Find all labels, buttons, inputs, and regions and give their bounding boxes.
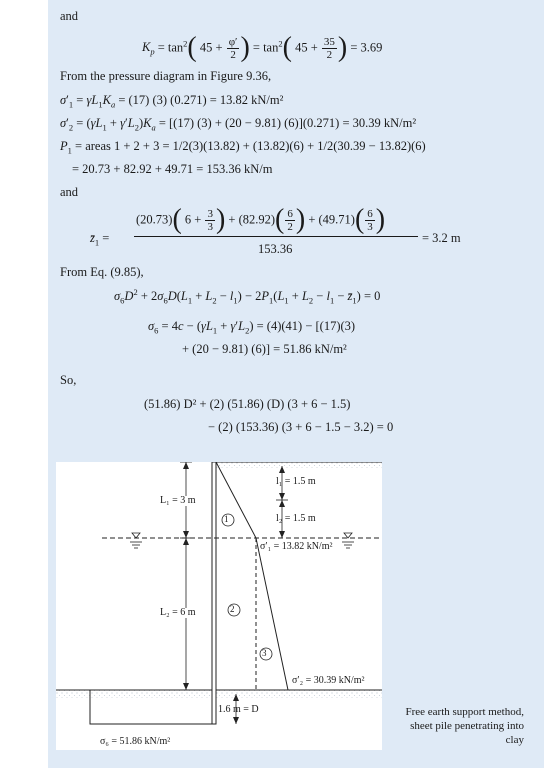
kp-result: = 3.69	[350, 40, 383, 55]
so-line1: (51.86) D² + (2) (51.86) (D) (3 + 6 − 1.5)	[144, 397, 351, 411]
text-and-1: and	[60, 9, 79, 23]
kp-equation: $K_p = \tan^2$( 45 + $\frac{\varphi'}{2}$ ) = $\tan^2$( 45 + $\frac{35}{2}$ ) = 3.69	[142, 32, 383, 64]
text-from-pressure: From the pressure diagram in Figure 9.36,	[60, 69, 272, 83]
textbook-page	[48, 0, 544, 768]
sigma1-label: σ′₁ = 13.82 kN/m²	[260, 541, 333, 552]
D-label: 1.6 m = D	[218, 704, 259, 715]
z1-denominator: 153.36	[258, 242, 293, 256]
text-so: So,	[60, 373, 77, 387]
l2-label: l₂ = 1.5 m	[276, 513, 316, 524]
eq-985: $\sigma_6D^2 + 2\sigma_6D(L_1 + L_2 - l_1) - 2P_1(L_1 + L_2 - l_1$ − $z̄_1) = 0$	[114, 286, 381, 306]
area-2-label: 2	[230, 604, 235, 614]
sheet-pile-figure	[56, 462, 382, 750]
water-table-symbol-right	[344, 533, 352, 538]
dredge-soil-stipple	[56, 690, 382, 698]
p1-equation-line1: $P_1$ = areas 1 + 2 + 3 = 1/2(3)(13.82) + (13.82)(6) + 1/2(30.39 − 13.82)(6)	[60, 139, 426, 156]
text-from-eq: From Eq. (9.85),	[60, 265, 144, 279]
top-soil-stipple	[214, 462, 382, 468]
pressure-diagram-outline	[216, 462, 288, 690]
water-table-symbol-left	[132, 533, 140, 538]
z1-result: = 3.2 m	[422, 231, 461, 245]
L1-label: L₁ = 3 m	[160, 495, 196, 506]
area-1-label: 1	[224, 514, 229, 524]
z1-symbol: $z̄_1$ =	[90, 231, 110, 248]
sheet-pile	[212, 462, 216, 724]
sigma2-label: σ′₂ = 30.39 kN/m²	[292, 675, 365, 686]
sigma1-equation: $\sigma'_1 = \gamma L_1K_a = (17)$ (3) (0.271) = 13.82 kN/m²	[60, 93, 284, 110]
figure-caption: Free earth support method, sheet pile penetrating into clay	[405, 706, 524, 746]
sigma6-line2: + (20 − 9.81) (6)] = 51.86 kN/m²	[182, 342, 347, 356]
L2-label: L₂ = 6 m	[160, 607, 196, 618]
l1-label: l₁ = 1.5 m	[276, 476, 316, 487]
sigma6-label: σ₆ = 51.86 kN/m²	[100, 736, 171, 747]
eq-985-rhs: = 0	[363, 289, 381, 303]
p1-line2: = 20.73 + 82.92 + 49.71 = 153.36 kN/m	[72, 162, 273, 176]
area-3-label: 3	[262, 648, 267, 658]
z1-numerator: (20.73)( 6 + $\frac{3}{3}$ ) + (82.92)( $\frac{6}{2}$ ) + (49.71)( $\frac{6}{3}$ )	[136, 204, 386, 236]
so-line2: − (2) (153.36) (3 + 6 − 1.5 − 3.2) = 0	[208, 420, 394, 434]
sigma6-line1: $\sigma_6 = 4c - (\gamma L_1 + \gamma'L_2) = (4)(41) - [(17)(3)$	[148, 319, 356, 336]
p1-line1: = areas 1 + 2 + 3 = 1/2(3)(13.82) + (13.82)(6) + 1/2(30.39 − 13.82)(6)	[75, 139, 426, 153]
sigma2-result: = [(17) (3) + (20 − 9.81) (6)](0.271) = 30.39 kN/m²	[158, 116, 417, 130]
sigma2-equation: $\sigma'_2 = (\gamma L_1 + \gamma'L_2)K_a = [(17) (3) + (20 - 9.81) (6)](0.271) = 30.39$ kN/m²	[60, 116, 417, 133]
sigma1-result: = (17) (3) (0.271) = 13.82 kN/m²	[118, 93, 284, 107]
text-and-2: and	[60, 185, 79, 199]
z1-fraction-bar	[134, 236, 418, 237]
